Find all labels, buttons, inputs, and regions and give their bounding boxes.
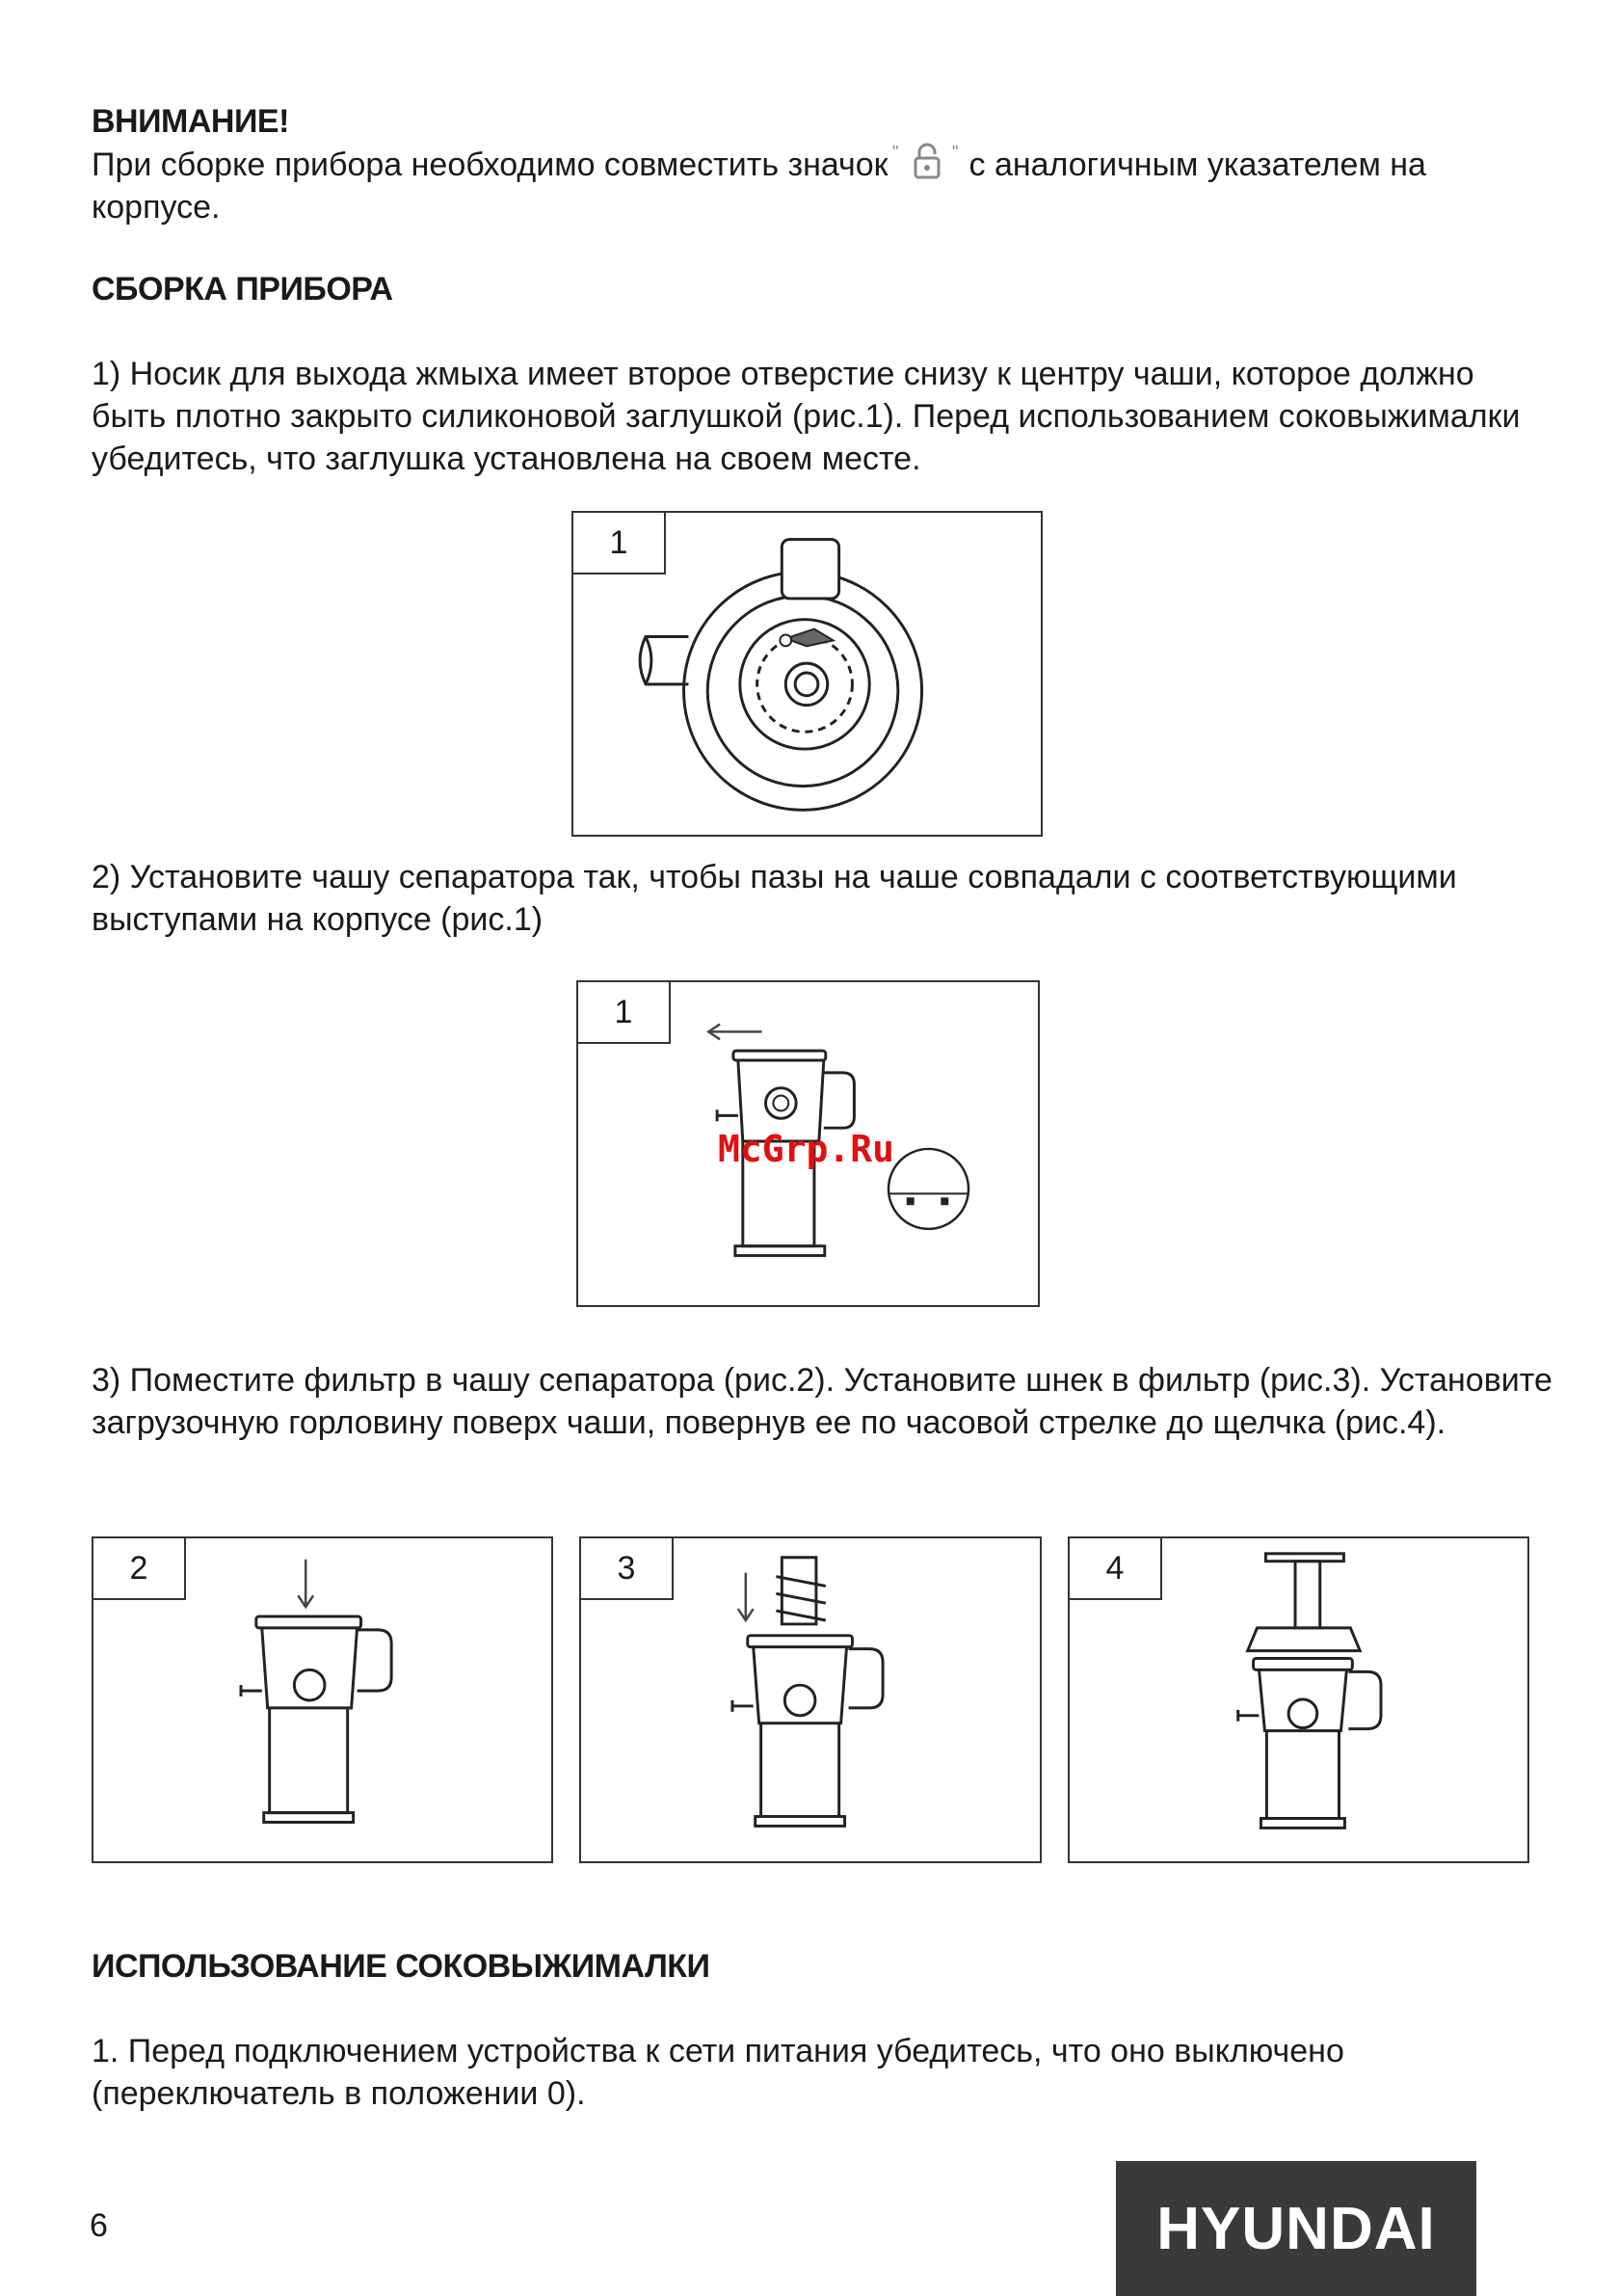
assembly-heading: СБОРКА ПРИБОРА <box>92 271 393 307</box>
figure-hopper <box>1068 1536 1529 1863</box>
figure-number: 4 <box>1068 1536 1162 1600</box>
attention-text-before: При сборке прибора необходимо совместить значок <box>92 147 889 183</box>
figure-filter <box>92 1536 553 1863</box>
attention-text-after: с аналогичным указателем на корпусе. <box>92 147 1426 226</box>
watermark: McGrp.Ru <box>718 1128 895 1170</box>
usage-heading: ИСПОЛЬЗОВАНИЕ СОКОВЫЖИМАЛКИ <box>92 1948 710 1985</box>
figure-number: 2 <box>92 1536 186 1600</box>
usage-item1: 1. Перед подключением устройства к сети питания убедитесь, что оно выключено (переключатель в положении 0). <box>92 2033 1344 2112</box>
attention-text <box>92 143 1556 228</box>
figure-top-view <box>571 511 1043 837</box>
lock-icon <box>889 143 969 181</box>
figure-number: 3 <box>579 1536 674 1600</box>
figure-auger <box>579 1536 1042 1863</box>
arrow-down-icon <box>298 1560 313 1607</box>
figure-number: 1 <box>571 511 666 574</box>
assembly-step3: 3) Поместите фильтр в чашу сепаратора (рис.2). Установите шнек в фильтр (рис.3). Установите загрузочную горловину поверх чаши, повернув ее по часовой стрелке до щелчка (рис.4). <box>92 1362 1552 1441</box>
svg-text:": " <box>951 143 958 162</box>
attention-title: ВНИМАНИЕ! <box>92 103 289 140</box>
figure-number: 1 <box>576 980 671 1044</box>
svg-text:": " <box>891 143 898 162</box>
arrow-left-icon <box>708 1024 761 1039</box>
brand-logo: HYUNDAI <box>1116 2161 1476 2296</box>
assembly-step1: 1) Носик для выхода жмыха имеет второе отверстие снизу к центру чаши, которое должно быть плотно закрыто силиконовой заглушкой (рис.1). Перед использованием соковыжималки убедитесь, что заглушка установлена на своем месте. <box>92 356 1521 477</box>
assembly-step2: 2) Установите чашу сепаратора так, чтобы пазы на чаше совпадали с соответствующими выступами на корпусе (рис.1) <box>92 859 1457 938</box>
page-number: 6 <box>90 2207 108 2244</box>
